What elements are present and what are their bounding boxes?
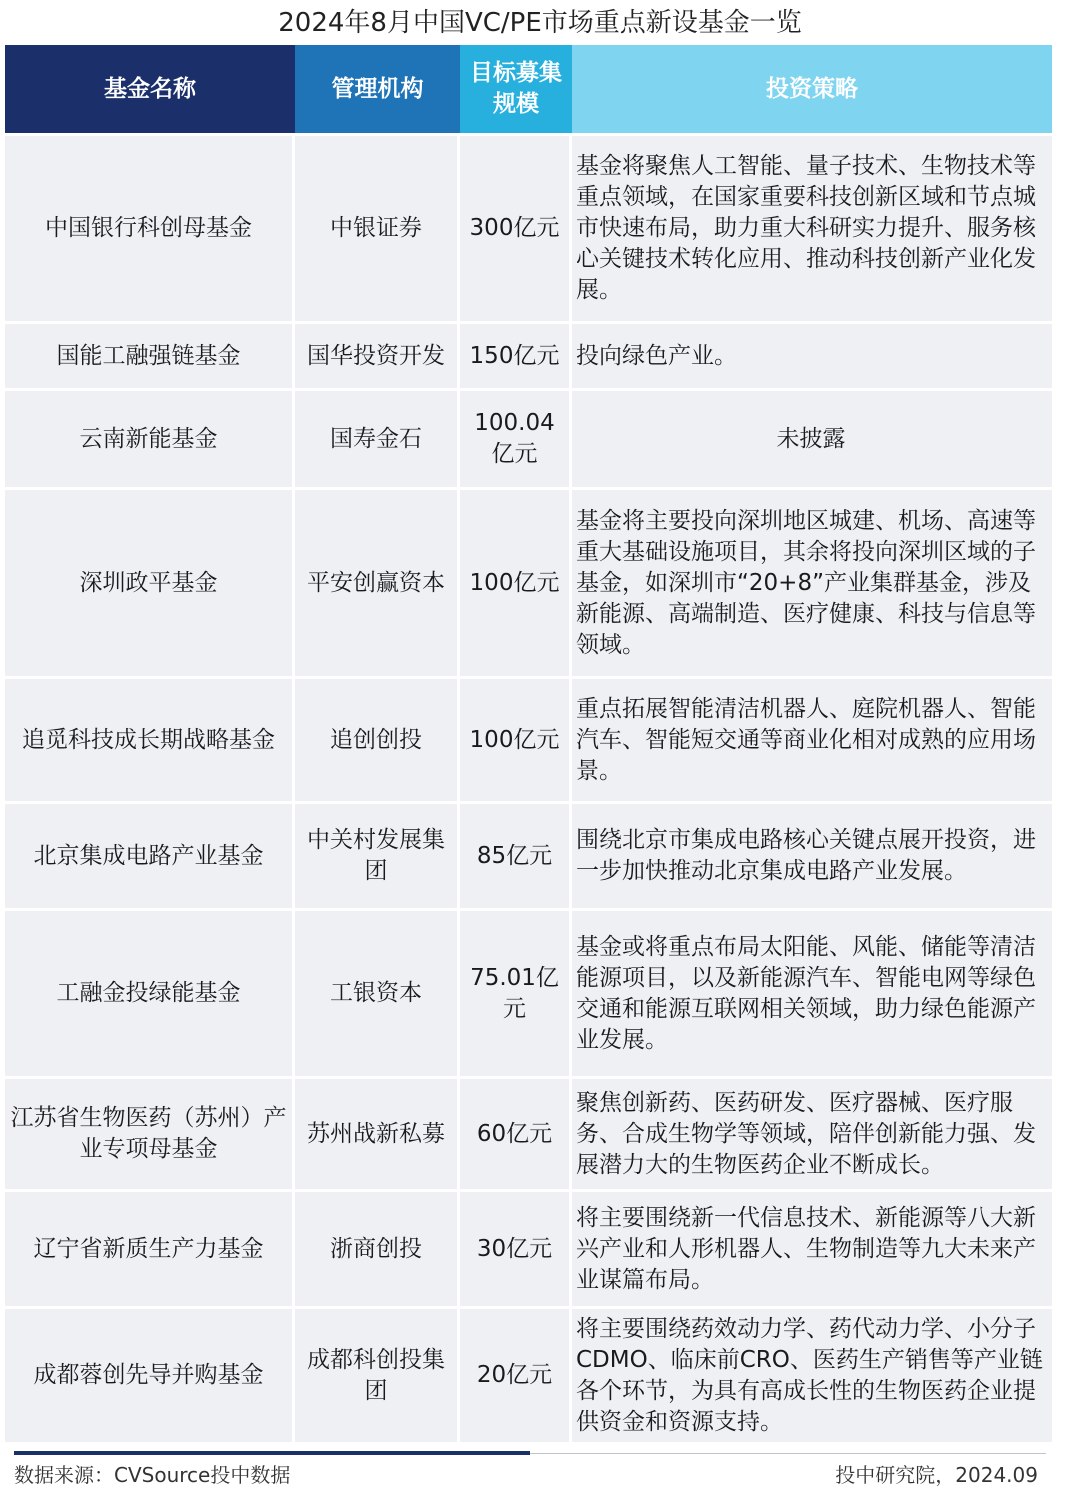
target-size-cell: 100亿元 [460, 487, 572, 676]
fund-name-cell: 追觅科技成长期战略基金 [5, 676, 295, 801]
target-size-cell: 100.04亿元 [460, 388, 572, 487]
fund-name-cell: 江苏省生物医药（苏州）产业专项母基金 [5, 1076, 295, 1189]
target-size-cell: 30亿元 [460, 1189, 572, 1306]
strategy-cell: 未披露 [572, 388, 1052, 487]
table-row [5, 1076, 1052, 1189]
manager-cell: 苏州战新私募 [295, 1076, 460, 1189]
header-manager: 管理机构 [295, 45, 460, 133]
strategy-cell: 投向绿色产业。 [572, 321, 1052, 388]
manager-cell: 中银证券 [295, 133, 460, 321]
table-row [5, 388, 1052, 487]
strategy-cell: 将主要围绕新一代信息技术、新能源等八大新兴产业和人形机器人、生物制造等九大未来产业谋篇布局。 [572, 1189, 1052, 1306]
table-row [5, 908, 1052, 1076]
target-size-cell: 300亿元 [460, 133, 572, 321]
manager-cell: 工银资本 [295, 908, 460, 1076]
strategy-cell: 基金将主要投向深圳地区城建、机场、高速等重大基础设施项目，其余将投向深圳区域的子基金，如深圳市“20+8”产业集群基金，涉及新能源、高端制造、医疗健康、科技与信息等领域。 [572, 487, 1052, 676]
footer-divider [530, 1453, 1046, 1454]
manager-cell: 成都科创投集团 [295, 1306, 460, 1442]
manager-cell: 平安创赢资本 [295, 487, 460, 676]
table-row [5, 133, 1052, 321]
fund-name-cell: 辽宁省新质生产力基金 [5, 1189, 295, 1306]
fund-name-cell: 深圳政平基金 [5, 487, 295, 676]
header-strategy: 投资策略 [572, 45, 1052, 133]
header-fund-name: 基金名称 [5, 45, 295, 133]
strategy-cell: 基金或将重点布局太阳能、风能、储能等清洁能源项目，以及新能源汽车、智能电网等绿色交通和能源互联网相关领域，助力绿色能源产业发展。 [572, 908, 1052, 1076]
fund-table [5, 45, 1052, 1442]
fund-name-cell: 北京集成电路产业基金 [5, 801, 295, 908]
target-size-cell: 150亿元 [460, 321, 572, 388]
manager-cell: 国寿金石 [295, 388, 460, 487]
target-size-cell: 20亿元 [460, 1306, 572, 1442]
table-row [5, 1306, 1052, 1442]
table-header-row [5, 45, 1052, 133]
header-target-size-line2: 规模 [493, 91, 539, 117]
header-target-size-line1: 目标募集 [470, 60, 562, 86]
fund-name-cell: 成都蓉创先导并购基金 [5, 1306, 295, 1442]
target-size-cell: 75.01亿元 [460, 908, 572, 1076]
page-title: 2024年8月中国VC/PE市场重点新设基金一览 [278, 8, 802, 38]
strategy-cell: 聚焦创新药、医药研发、医疗器械、医疗服务、合成生物学等领域，陪伴创新能力强、发展潜力大的生物医药企业不断成长。 [572, 1076, 1052, 1189]
strategy-cell: 基金将聚焦人工智能、量子技术、生物技术等重点领域，在国家重要科技创新区域和节点城市快速布局，助力重大科研实力提升、服务核心关键技术转化应用、推动科技创新产业化发展。 [572, 133, 1052, 321]
manager-cell: 追创创投 [295, 676, 460, 801]
table-row [5, 676, 1052, 801]
table-row [5, 801, 1052, 908]
publisher-credit: 投中研究院，2024.09 [835, 1463, 1038, 1487]
fund-name-cell: 国能工融强链基金 [5, 321, 295, 388]
manager-cell: 国华投资开发 [295, 321, 460, 388]
data-source-note: 数据来源：CVSource投中数据 [14, 1463, 291, 1487]
target-size-cell: 60亿元 [460, 1076, 572, 1189]
fund-name-cell: 云南新能基金 [5, 388, 295, 487]
target-size-cell: 100亿元 [460, 676, 572, 801]
manager-cell: 中关村发展集团 [295, 801, 460, 908]
header-target-size [460, 45, 572, 133]
strategy-cell: 重点拓展智能清洁机器人、庭院机器人、智能汽车、智能短交通等商业化相对成熟的应用场景。 [572, 676, 1052, 801]
footer-divider-accent [14, 1451, 530, 1455]
strategy-cell: 围绕北京市集成电路核心关键点展开投资，进一步加快推动北京集成电路产业发展。 [572, 801, 1052, 908]
fund-name-cell: 中国银行科创母基金 [5, 133, 295, 321]
strategy-cell: 将主要围绕药效动力学、药代动力学、小分子CDMO、临床前CRO、医药生产销售等产业链各个环节，为具有高成长性的生物医药企业提供资金和资源支持。 [572, 1306, 1052, 1442]
table-row [5, 487, 1052, 676]
table-row [5, 1189, 1052, 1306]
table-row [5, 321, 1052, 388]
fund-name-cell: 工融金投绿能基金 [5, 908, 295, 1076]
manager-cell: 浙商创投 [295, 1189, 460, 1306]
target-size-cell: 85亿元 [460, 801, 572, 908]
